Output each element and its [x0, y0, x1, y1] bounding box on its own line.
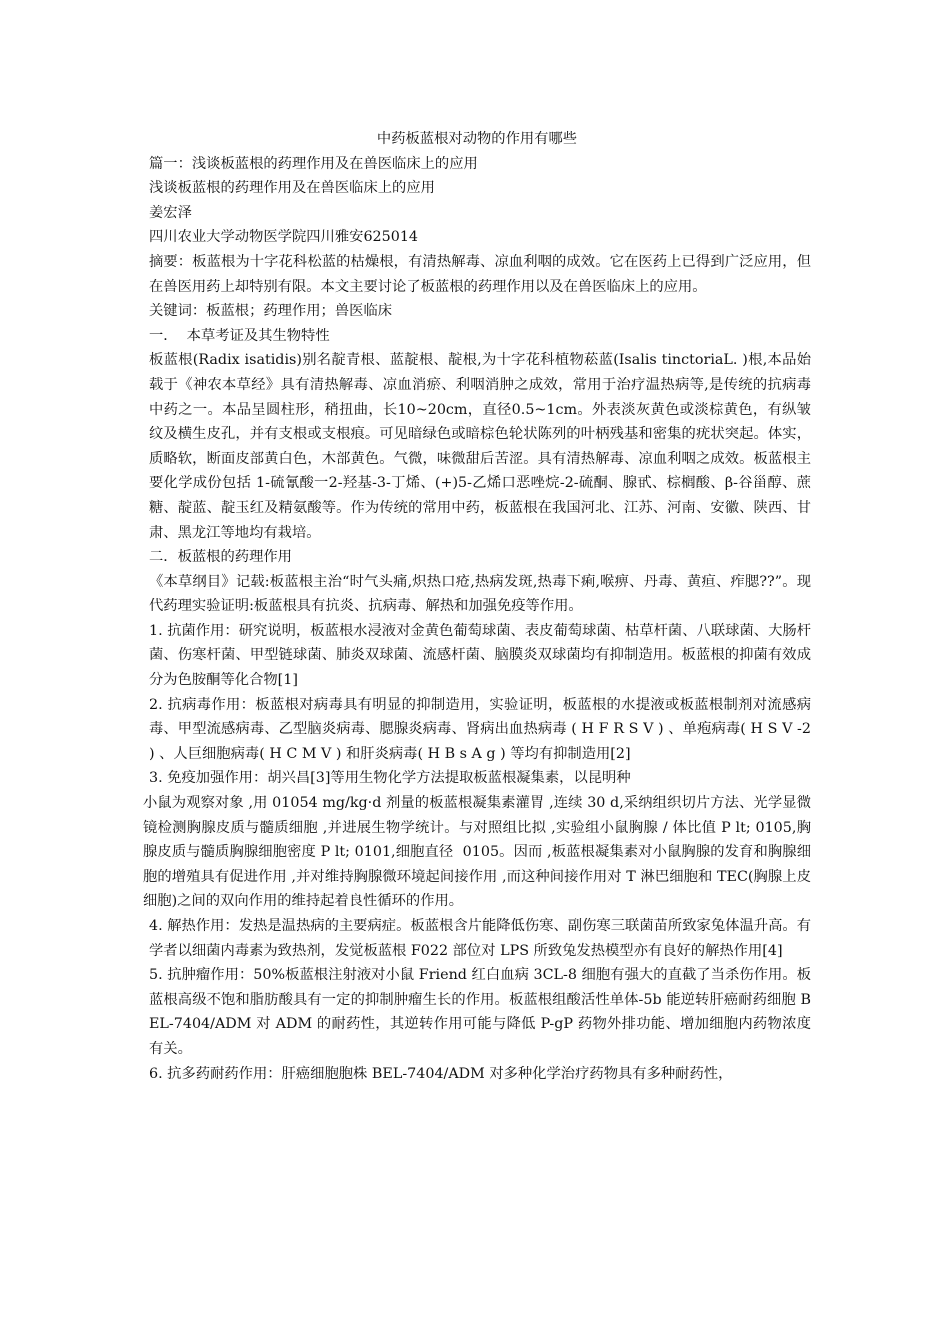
- section-1-body: 板蓝根(Radix isatidis)别名靛青根、蓝靛根、靛根,为十字花科植物菘蓝(Isalis tinctoriaL. )根,本品始载于《神农本草经》具有清热解毒、凉血消瘀、利咽消肿之成效，常用于治疗温热病等,是传统的抗病毒中药之一。本品呈圆柱形，稍扭曲，长10~20cm，直径0.5~1cm。外表淡灰黄色或淡棕黄色，有纵皱纹及横生皮孔，并有支根或支根痕。可见暗绿色或暗棕色轮状陈列的叶柄残基和密集的疣状突起。体实，质略软，断面皮部黄白色，木部黄色。气微，味微甜后苦涩。具有清热解毒、凉血利咽之成效。板蓝根主要化学成份包括 1-硫氰酸一2-羟基-3-丁烯、(+)5-乙烯口恶唑烷-2-硫酮、腺甙、棕榈酸、β-谷甾醇、蔗糖、靛蓝、靛玉红及精氨酸等。作为传统的常用中药，板蓝根在我国河北、江苏、河南、安徽、陕西、甘肃、黑龙江等地均有栽培。: [149, 352, 811, 541]
- item-immune-body: 小鼠为观察对象 ,用 01054 mg/kg·d 剂量的板蓝根凝集素灌胃 ,连续 30 d,采纳组织切片方法、光学显微镜检测胸腺皮质与髓质细胞 ,并进展生物学统计。与对照组比拟 ,实验组小鼠胸腺 / 体比值 P lt; 0105,胸腺皮质与髓质胸腺细胞密度 P lt; 0101,细胞直径 0105。因而 ,板蓝根凝集素对小鼠胸腺的发育和胸腺细胞的增殖具有促进作用 ,并对维持胸腺微环境起间接作用 ,而这种间接作用对 T 淋巴细胞和 TEC(胸腺上皮细胞)之间的双向作用的维持起着良性循环的作用。: [143, 795, 811, 910]
- author-name: 姜宏泽: [149, 204, 192, 221]
- section-1-heading: 一． 本草考证及其生物特性: [149, 327, 330, 344]
- article-heading: 篇一：浅谈板蓝根的药理作用及在兽医临床上的应用: [149, 155, 478, 172]
- document-title: 中药板蓝根对动物的作用有哪些: [376, 131, 578, 147]
- item-antiviral: 2. 抗病毒作用：板蓝根对病毒具有明显的抑制造用，实验证明，板蓝根的水提液或板蓝根制剂对流感病毒、甲型流感病毒、乙型脑炎病毒、腮腺炎病毒、肾病出血热病毒 ( H F R S V ) 、单疱病毒( H S V -2 ) 、人巨细胞病毒( H C M V ) 和肝炎病毒( H B s A g ) 等均有抑制造用[2]: [149, 696, 816, 762]
- item-antibacterial: 1. 抗菌作用：研究说明，板蓝根水浸液对金黄色葡萄球菌、表皮葡萄球菌、枯草杆菌、八联球菌、大肠杆菌、伤寒杆菌、甲型链球菌、肺炎双球菌、流感杆菌、脑膜炎双球菌均有抑制造用。板蓝根的抑菌有效成分为色胺酮等化合物[1]: [149, 622, 811, 689]
- author-affiliation: 四川农业大学动物医学院四川雅安625014: [149, 229, 419, 246]
- keywords-line: 关键词：板蓝根；药理作用；兽医临床: [149, 303, 393, 320]
- item-multidrug-resistance: 6. 抗多药耐药作用：肝癌细胞胞株 BEL-7404/ADM 对多种化学治疗药物具有多种耐药性，: [149, 1065, 733, 1082]
- abstract-paragraph: 摘要：板蓝根为十字花科松蓝的枯燥根，有清热解毒、凉血利咽的成效。它在医药上已得到广泛应用，但在兽医用药上却特别有限。本文主要讨论了板蓝根的药理作用以及在兽医临床上的应用。: [149, 253, 811, 295]
- section-2-intro: 《本草纲目》记载:板蓝根主治“时气头痛,炽热口疮,热病发斑,热毒下痢,喉痹、丹毒、黄疸、痄腮??”。现代药理实验证明:板蓝根具有抗炎、抗病毒、解热和加强免疫等作用。: [149, 573, 811, 615]
- document-page: [143, 127, 816, 1086]
- item-immune-first-line: 3. 免疫加强作用：胡兴昌[3]等用生物化学方法提取板蓝根凝集素，以昆明种: [149, 770, 631, 787]
- article-subtitle: 浅谈板蓝根的药理作用及在兽医临床上的应用: [149, 180, 435, 197]
- item-antipyretic: 4. 解热作用：发热是温热病的主要病症。板蓝根含片能降低伤寒、副伤寒三联菌苗所致家兔体温升高。有学者以细菌内毒素为致热剂，发觉板蓝根 F022 部位对 LPS 所致兔发热模型亦有良好的解热作用[4]: [149, 918, 811, 959]
- section-2-heading: 二．板蓝根的药理作用: [149, 549, 292, 566]
- item-antitumor: 5. 抗肿瘤作用：50%板蓝根注射液对小鼠 Friend 红白血病 3CL-8 细胞有强大的直截了当杀伤作用。板蓝根高级不饱和脂肪酸具有一定的抑制肿瘤生长的作用。板蓝根组酸活性单体-5b 能逆转肝癌耐药细胞 BEL-7404/ADM 对 ADM 的耐药性，其逆转作用可能与降低 P-gP 药物外排功能、增加细胞内药物浓度有关。: [149, 967, 811, 1057]
